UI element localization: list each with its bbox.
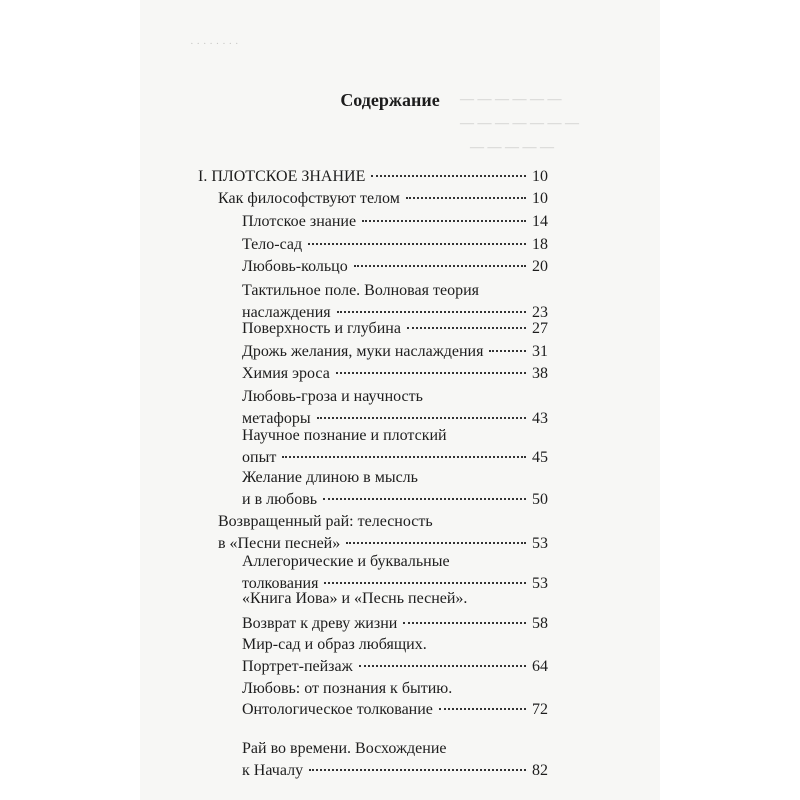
bleed-through-text: — — — — — — — [460,116,579,131]
toc-entry [198,166,548,188]
leader-dots [362,220,526,222]
toc-entry-title: толкования [242,575,319,592]
toc-entry [242,467,548,511]
toc-entry [242,211,548,233]
toc-entry [242,678,548,700]
bleed-through-text: — — — — — — [460,92,562,107]
toc-entry-title: Рай во времени. Восхождение [242,740,447,757]
toc-entry [242,386,548,430]
toc-entry-title: Мир-сад и образ любящих. [242,636,427,653]
toc-entry-title: Как философствуют телом [218,190,400,207]
toc-page-number: 53 [532,575,548,592]
leader-dots [337,311,526,313]
toc-entry [218,511,548,555]
toc-entry [242,613,548,635]
toc-entry-title: Поверхность и глубина [242,320,401,337]
toc-entry-title: наслаждения [242,304,331,321]
toc-page-number: 53 [532,535,548,552]
book-page [140,0,660,800]
toc-entry-title: Тактильное поле. Волновая теория [242,282,479,299]
toc-page-number: 23 [532,304,548,321]
leader-dots [489,350,526,352]
toc-page-number: 20 [532,258,548,275]
toc-entry [242,363,548,385]
leader-dots [371,175,526,177]
toc-page-number: 10 [532,168,548,185]
toc-page-number: 43 [532,410,548,427]
toc-entry-title: Химия эроса [242,365,330,382]
toc-page-number: 38 [532,365,548,382]
toc-entry-title: Аллегорические и буквальные [242,553,450,570]
contents-heading: Содержание [340,90,440,110]
toc-entry [242,699,548,721]
toc-page-number: 14 [532,213,548,230]
toc-entry-title: метафоры [242,410,311,427]
toc-entry-title: опыт [242,449,277,466]
leader-dots [354,265,526,267]
toc-page-number: 31 [532,343,548,360]
bleed-through-text: · · · · · · · · [190,38,239,50]
toc-entry-title: Портрет-пейзаж [242,658,353,675]
toc-entry [242,634,548,656]
toc-entry [242,318,548,340]
leader-dots [406,197,526,199]
leader-dots [346,542,526,544]
toc-page-number: 50 [532,491,548,508]
toc-page-number: 72 [532,701,548,718]
toc-entry-title: Любовь-гроза и научность [242,388,423,405]
toc-page-number: 18 [532,236,548,253]
leader-dots [282,456,526,458]
toc-entry [242,256,548,278]
leader-dots [308,243,526,245]
toc-entry-title: Возврат к древу жизни [242,615,398,632]
toc-entry-title: «Книга Иова» и «Песнь песней». [242,590,468,607]
toc-entry [242,588,548,610]
leader-dots [403,622,526,624]
leader-dots [309,769,526,771]
toc-entry-title: Плотское знание [242,213,357,230]
leader-dots [359,665,526,667]
toc-page-number: 64 [532,658,548,675]
toc-entry-title: Желание длиною в мысль [242,469,418,486]
toc-entry [242,656,548,678]
toc-entry-title: к Началу [242,762,304,779]
toc-entry-title: в «Песни песней» [218,535,341,552]
toc-entry [242,234,548,256]
leader-dots [324,582,526,584]
toc-page-number: 10 [532,190,548,207]
leader-dots [439,708,526,710]
bleed-through-text: — — — — — [470,140,554,155]
toc-entry-title: и в любовь [242,491,318,508]
leader-dots [323,498,526,500]
toc-entry [242,738,548,782]
toc-entry-title: I. ПЛОТСКОЕ ЗНАНИЕ [198,168,366,185]
toc-entry-title: Научное познание и плотский [242,427,447,444]
leader-dots [317,417,526,419]
toc-entry-title: Любовь-кольцо [242,258,348,275]
toc-entry [242,341,548,363]
toc-entry-title: Тело-сад [242,236,303,253]
toc-page-number: 27 [532,320,548,337]
toc-entry-title: Любовь: от познания к бытию. [242,680,453,697]
leader-dots [336,372,526,374]
toc-entry-title: Дрожь желания, муки наслаждения [242,343,484,360]
leader-dots [407,327,526,329]
toc-page-number: 58 [532,615,548,632]
toc-entry-title: Онтологическое толкование [242,701,433,718]
toc-entry [218,188,548,210]
toc-page-number: 82 [532,762,548,779]
toc-entry [242,425,548,469]
toc-entry-title: Возвращенный рай: телесность [218,513,433,530]
toc-page-number: 45 [532,449,548,466]
